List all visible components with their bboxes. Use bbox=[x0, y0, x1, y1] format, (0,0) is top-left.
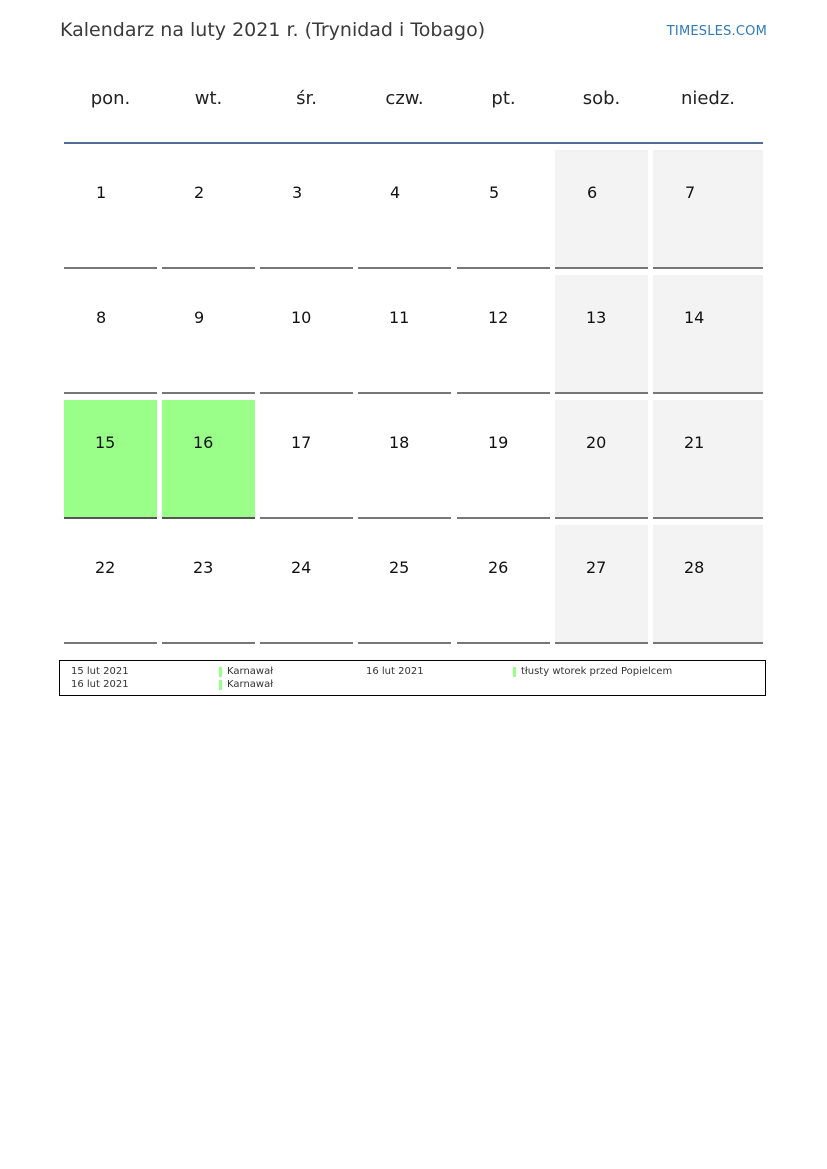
holiday-legend bbox=[59, 660, 766, 696]
weekday-sun: niedz. bbox=[680, 88, 736, 109]
weekday-header-row bbox=[64, 88, 763, 122]
weekday-tue: wt. bbox=[194, 88, 223, 109]
day-cell-sun[interactable] bbox=[653, 275, 763, 394]
day-cell-wed[interactable] bbox=[260, 275, 353, 394]
day-cell-tue[interactable] bbox=[162, 275, 255, 394]
brand-logo[interactable]: TIMESLES.COM bbox=[666, 24, 767, 39]
day-number: 3 bbox=[292, 183, 303, 202]
day-number: 12 bbox=[488, 308, 509, 327]
legend-date: 16 lut 2021 bbox=[71, 679, 129, 690]
legend-holiday-name: Karnawał bbox=[227, 679, 274, 690]
day-cell-sat[interactable] bbox=[555, 525, 648, 644]
day-number: 23 bbox=[193, 558, 214, 577]
day-cell-wed[interactable] bbox=[260, 525, 353, 644]
day-cell-sun[interactable] bbox=[653, 150, 763, 269]
day-number: 27 bbox=[586, 558, 607, 577]
day-number: 18 bbox=[389, 433, 410, 452]
weekday-thu: czw. bbox=[385, 88, 424, 109]
header-divider bbox=[64, 142, 763, 144]
legend-holiday-name: tłusty wtorek przed Popielcem bbox=[521, 666, 673, 677]
day-number: 15 bbox=[95, 433, 116, 452]
day-number: 16 bbox=[193, 433, 214, 452]
day-cell-fri[interactable] bbox=[457, 150, 550, 269]
day-number: 21 bbox=[684, 433, 705, 452]
day-cell-thu[interactable] bbox=[358, 400, 451, 519]
day-cell-sun[interactable] bbox=[653, 525, 763, 644]
day-number: 25 bbox=[389, 558, 410, 577]
day-number: 8 bbox=[96, 308, 107, 327]
day-number: 5 bbox=[489, 183, 500, 202]
day-number: 2 bbox=[194, 183, 205, 202]
day-number: 24 bbox=[291, 558, 312, 577]
day-number: 4 bbox=[390, 183, 401, 202]
day-cell-fri[interactable] bbox=[457, 275, 550, 394]
day-number: 26 bbox=[488, 558, 509, 577]
day-cell-tue[interactable] bbox=[162, 525, 255, 644]
day-cell-mon[interactable] bbox=[64, 275, 157, 394]
day-cell-wed[interactable] bbox=[260, 400, 353, 519]
day-number: 28 bbox=[684, 558, 705, 577]
legend-color-marker bbox=[219, 667, 222, 677]
day-cell-thu[interactable] bbox=[358, 275, 451, 394]
day-cell-sun[interactable] bbox=[653, 400, 763, 519]
weekday-mon: pon. bbox=[90, 88, 131, 109]
day-cell-wed[interactable] bbox=[260, 150, 353, 269]
day-number: 13 bbox=[586, 308, 607, 327]
weekday-sat: sob. bbox=[582, 88, 621, 109]
day-cell-mon[interactable] bbox=[64, 400, 157, 519]
day-number: 20 bbox=[586, 433, 607, 452]
day-cell-mon[interactable] bbox=[64, 150, 157, 269]
day-number: 19 bbox=[488, 433, 509, 452]
day-cell-thu[interactable] bbox=[358, 525, 451, 644]
day-cell-tue[interactable] bbox=[162, 150, 255, 269]
day-number: 17 bbox=[291, 433, 312, 452]
weekday-wed: śr. bbox=[296, 88, 317, 109]
legend-color-marker bbox=[513, 667, 516, 677]
day-cell-tue[interactable] bbox=[162, 400, 255, 519]
day-cell-mon[interactable] bbox=[64, 525, 157, 644]
day-number: 7 bbox=[685, 183, 696, 202]
day-number: 9 bbox=[194, 308, 205, 327]
day-cell-sat[interactable] bbox=[555, 400, 648, 519]
day-number: 11 bbox=[389, 308, 410, 327]
day-cell-thu[interactable] bbox=[358, 150, 451, 269]
day-cell-sat[interactable] bbox=[555, 150, 648, 269]
legend-date: 15 lut 2021 bbox=[71, 666, 129, 677]
legend-color-marker bbox=[219, 680, 222, 690]
day-number: 1 bbox=[96, 183, 107, 202]
legend-holiday-name: Karnawał bbox=[227, 666, 274, 677]
day-cell-sat[interactable] bbox=[555, 275, 648, 394]
weekday-fri: pt. bbox=[491, 88, 516, 109]
page-title: Kalendarz na luty 2021 r. (Trynidad i Tobago) bbox=[60, 19, 486, 41]
day-cell-fri[interactable] bbox=[457, 525, 550, 644]
day-cell-fri[interactable] bbox=[457, 400, 550, 519]
day-number: 10 bbox=[291, 308, 312, 327]
day-number: 14 bbox=[684, 308, 705, 327]
legend-date: 16 lut 2021 bbox=[366, 666, 424, 677]
day-number: 6 bbox=[587, 183, 598, 202]
day-number: 22 bbox=[95, 558, 116, 577]
